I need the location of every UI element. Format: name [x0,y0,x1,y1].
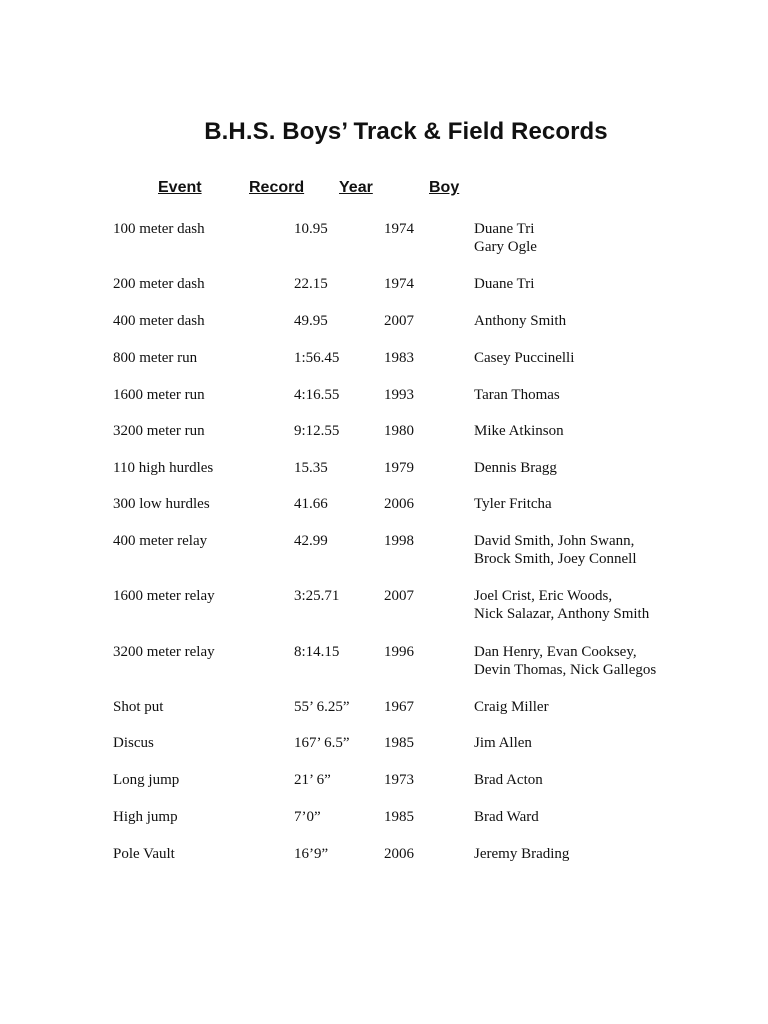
table-row [0,495,768,535]
record-cell: 41.66 [294,496,328,512]
boy-name-line: David Smith, John Swann, [474,533,635,549]
boy-cell [474,220,537,256]
event-cell: 200 meter dash [113,276,205,292]
boy-name-line: Brad Ward [474,809,539,825]
record-cell: 15.35 [294,460,328,476]
boy-cell [474,808,539,826]
year-cell: 1996 [384,644,414,660]
table-row [0,532,768,572]
record-cell: 21’ 6” [294,772,331,788]
boy-cell [474,312,566,330]
table-row [0,422,768,462]
header-event: Event [158,179,202,196]
boy-name-line: Duane Tri [474,221,535,237]
record-cell: 1:56.45 [294,350,340,366]
event-cell: 300 low hurdles [113,496,210,512]
event-cell: 800 meter run [113,350,198,366]
boy-cell [474,275,534,293]
boy-name-line: Nick Salazar, Anthony Smith [474,606,650,622]
year-cell: 1979 [384,460,414,476]
event-cell: 110 high hurdles [113,460,214,476]
header-year: Year [339,179,373,196]
record-cell: 3:25.71 [294,588,340,604]
boy-name-line: Jeremy Brading [474,846,570,862]
table-row [0,808,768,848]
boy-cell [474,495,552,513]
table-row [0,386,768,426]
boy-name-line: Tyler Fritcha [474,496,552,512]
boy-name-line: Casey Puccinelli [474,350,575,366]
header-boy: Boy [429,179,460,196]
table-row [0,275,768,315]
boy-cell [474,734,532,752]
table-row [0,312,768,352]
boy-name-line: Anthony Smith [474,313,567,329]
boy-cell [474,349,574,367]
table-row [0,771,768,811]
event-cell: 400 meter dash [113,313,205,329]
record-cell: 16’9” [294,846,329,862]
header-record: Record [249,179,305,196]
event-cell: Discus [113,735,154,751]
record-cell: 55’ 6.25” [294,699,350,715]
year-cell: 2006 [384,496,414,512]
record-cell: 4:16.55 [294,387,340,403]
year-cell: 1973 [384,772,414,788]
year-cell: 1998 [384,533,414,549]
boy-name-line: Taran Thomas [474,387,560,403]
year-cell: 1974 [384,221,414,237]
table-row [0,698,768,738]
table-row [0,220,768,260]
record-cell: 22.15 [294,276,328,292]
boy-name-line: Brad Acton [474,772,543,788]
year-cell: 2007 [384,313,414,329]
event-cell: Pole Vault [113,846,175,862]
record-cell: 8:14.15 [294,644,340,660]
year-cell: 1985 [384,735,414,751]
record-cell: 49.95 [294,313,328,329]
event-cell: High jump [113,809,178,825]
record-cell: 42.99 [294,533,328,549]
boy-name-line: Craig Miller [474,699,549,715]
boy-cell [474,532,637,568]
boy-cell [474,386,560,404]
boy-cell [474,643,656,679]
boy-name-line: Mike Atkinson [474,423,564,439]
year-cell: 1985 [384,809,414,825]
year-cell: 1967 [384,699,414,715]
year-cell: 2007 [384,588,414,604]
table-row [0,734,768,774]
event-cell: 3200 meter run [113,423,205,439]
page-title: B.H.S. Boys’ Track & Field Records [204,118,608,145]
event-cell: 400 meter relay [113,533,208,549]
boy-name-line: Gary Ogle [474,239,537,255]
boy-cell [474,422,564,440]
year-cell: 1980 [384,423,414,439]
record-cell: 7’0” [294,809,321,825]
year-cell: 1993 [384,387,414,403]
table-row [0,349,768,389]
record-cell: 167’ 6.5” [294,735,350,751]
table-row [0,587,768,627]
year-cell: 1983 [384,350,414,366]
boy-cell [474,698,549,716]
table-row [0,643,768,683]
event-cell: Long jump [113,772,180,788]
year-cell: 2006 [384,846,414,862]
boy-name-line: Jim Allen [474,735,532,751]
boy-name-line: Joel Crist, Eric Woods, [474,588,613,604]
record-cell: 9:12.55 [294,423,340,439]
boy-name-line: Brock Smith, Joey Connell [474,551,637,567]
event-cell: 1600 meter run [113,387,205,403]
event-cell: 100 meter dash [113,221,205,237]
boy-cell [474,771,543,789]
boy-name-line: Duane Tri [474,276,535,292]
boy-cell [474,587,649,623]
record-cell: 10.95 [294,221,328,237]
table-row [0,845,768,885]
boy-name-line: Dennis Bragg [474,460,557,476]
event-cell: Shot put [113,699,164,715]
event-cell: 3200 meter relay [113,644,215,660]
boy-cell [474,845,569,863]
year-cell: 1974 [384,276,414,292]
event-cell: 1600 meter relay [113,588,215,604]
table-row [0,459,768,499]
boy-name-line: Devin Thomas, Nick Gallegos [474,662,657,678]
boy-name-line: Dan Henry, Evan Cooksey, [474,644,637,660]
boy-cell [474,459,557,477]
